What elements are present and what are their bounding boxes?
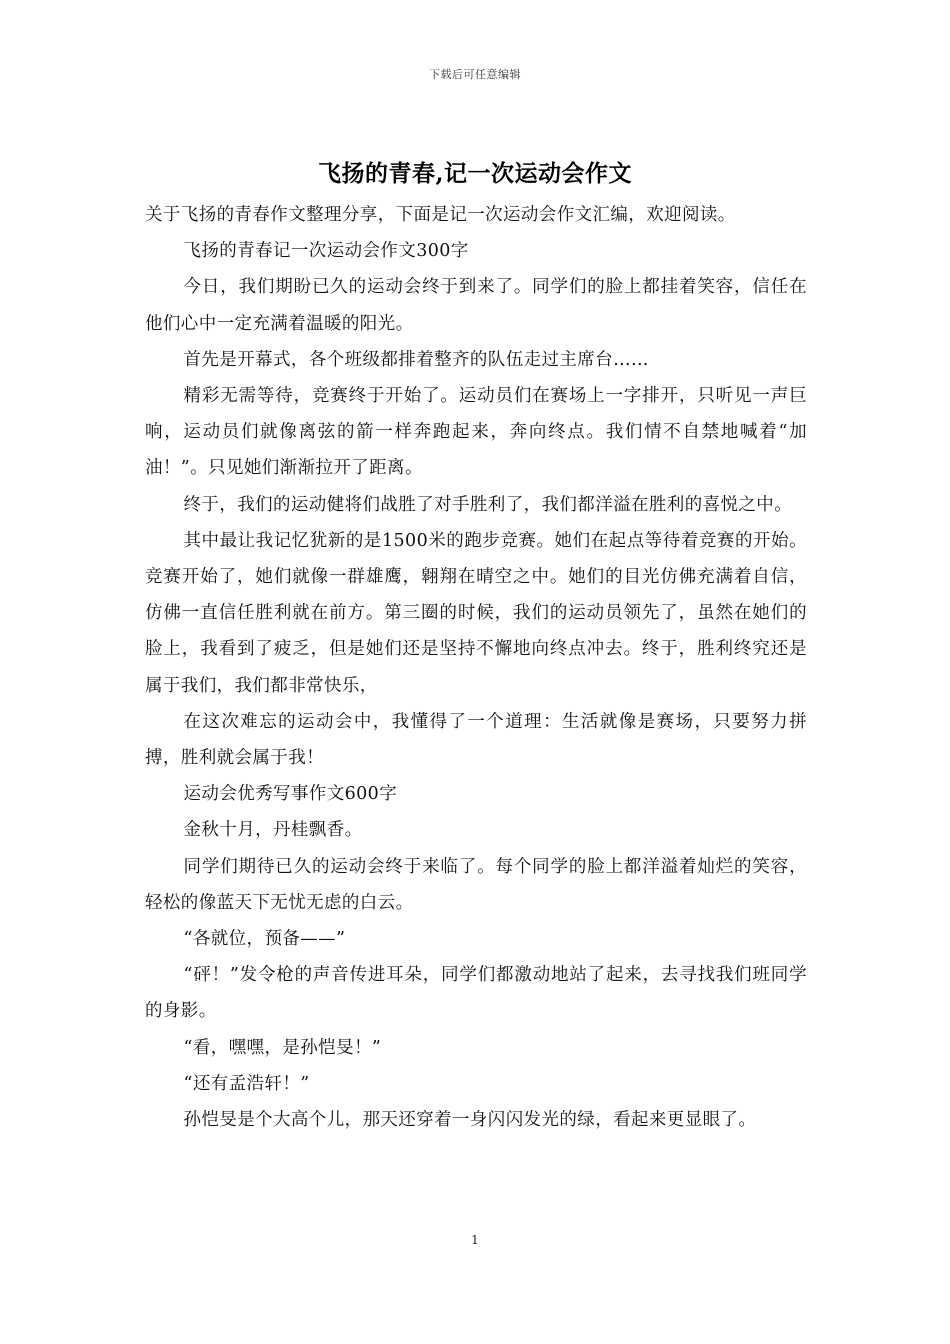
section-heading: 运动会优秀写事作文600字 [183,784,398,805]
body-paragraph: 金秋十月，丹桂飘香。 [183,820,363,841]
body-paragraph: 孙恺旻是个大高个儿，那天还穿着一身闪闪发光的绿，看起来更显眼了。 [183,1110,757,1131]
intro-paragraph: 关于飞扬的青春作文整理分享，下面是记一次运动会作文汇编，欢迎阅读。 [145,205,736,225]
body-paragraph: “还有孟浩轩！” [183,1073,310,1094]
document-title: 飞扬的青春,记一次运动会作文 [317,160,632,187]
document-body [145,197,807,1138]
body-paragraph: 今日，我们期盼已久的运动会终于到来了。同学们的脸上都挂着笑容，信任在他们心中一定充满着温暖的阳光。 [145,277,807,334]
body-paragraph: 在这次难忘的运动会中，我懂得了一个道理：生活就像是赛场，只要努力拼搏，胜利就会属于我！ [145,711,807,769]
section-heading: 飞扬的青春记一次运动会作文300字 [183,241,469,262]
body-paragraph: 首先是开幕式，各个班级都排着整齐的队伍走过主席台…… [183,349,649,370]
page-header-note: 下载后可任意编辑 [429,68,521,81]
body-paragraph: 同学们期待已久的运动会终于来临了。每个同学的脸上都洋溢着灿烂的笑容，轻松的像蓝天下无忧无虑的白云。 [145,856,807,913]
page-number: 1 [471,1233,479,1247]
body-paragraph: 精彩无需等待，竞赛终于开始了。运动员们在赛场上一字排开，只听见一声巨响，运动员们就像离弦的箭一样奔跑起来，奔向终点。我们情不自禁地喊着“加油！”。只见她们渐渐拉开了距离。 [145,386,807,479]
body-paragraph: 其中最让我记忆犹新的是1500米的跑步竞赛。她们在起点等待着竞赛的开始。竞赛开始了，她们就像一群雄鹰，翱翔在晴空之中。她们的目光仿佛充满着自信，仿佛一直信任胜利就在前方。第三圈的时候，我们的运动员领先了，虽然在她们的脸上，我看到了疲乏，但是她们还是坚持不懈地向终点冲去。终于，胜利终究还是属于我们，我们都非常快乐， [145,530,807,696]
body-paragraph: “砰！”发令枪的声音传进耳朵，同学们都激动地站了起来，去寻找我们班同学的身影。 [145,965,807,1022]
body-paragraph: 终于，我们的运动健将们战胜了对手胜利了，我们都洋溢在胜利的喜悦之中。 [183,494,793,515]
body-paragraph: “看，嘿嘿，是孙恺旻！” [183,1037,382,1058]
body-paragraph: “各就位，预备——” [183,929,346,950]
